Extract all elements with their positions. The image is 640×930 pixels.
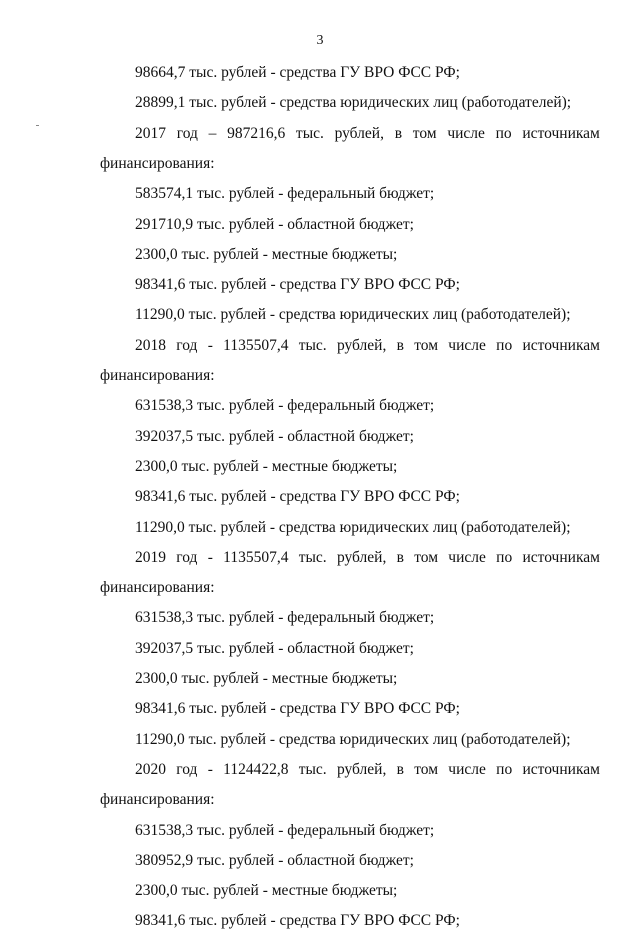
word: 2017 <box>135 124 166 142</box>
word: в <box>396 548 404 566</box>
budget-line: 11290,0 тыс. рублей - средства юридических лиц (работодателей); <box>135 730 571 748</box>
word: рублей, <box>336 336 387 354</box>
budget-line: 11290,0 тыс. рублей - средства юридических лиц (работодателей); <box>135 306 571 324</box>
word: рублей, <box>336 760 387 778</box>
word: 1124422,8 <box>223 760 289 778</box>
word: – <box>208 124 217 142</box>
page-number: 3 <box>316 33 324 48</box>
paragraph-continuation-line: финансирования: <box>100 791 215 809</box>
word: год <box>176 760 198 778</box>
word: в <box>394 124 403 142</box>
word: - <box>207 548 213 566</box>
budget-line: 583574,1 тыс. рублей - федеральный бюджет; <box>135 185 435 203</box>
word: том <box>414 548 439 566</box>
word: числе <box>448 760 486 778</box>
budget-line: 631538,3 тыс. рублей - федеральный бюджет; <box>135 397 435 415</box>
paragraph-continuation-line: финансирования: <box>100 154 215 172</box>
paragraph-lead-line <box>135 337 600 355</box>
budget-line: 2300,0 тыс. рублей - местные бюджеты; <box>135 457 398 475</box>
word: по <box>496 548 513 566</box>
budget-line: 2300,0 тыс. рублей - местные бюджеты; <box>135 245 398 263</box>
budget-line: 11290,0 тыс. рублей - средства юридических лиц (работодателей); <box>135 518 571 536</box>
budget-line: 2300,0 тыс. рублей - местные бюджеты; <box>135 882 398 900</box>
budget-line: 392037,5 тыс. рублей - областной бюджет; <box>135 427 414 445</box>
budget-line: 98664,7 тыс. рублей - средства ГУ ВРО ФСС РФ; <box>135 64 460 81</box>
paragraph-lead-line <box>135 549 600 567</box>
budget-line: 2300,0 тыс. рублей - местные бюджеты; <box>135 670 398 687</box>
word: 987216,6 <box>227 124 286 142</box>
word: 2020 <box>135 760 166 778</box>
word: 1135507,4 <box>223 548 289 566</box>
word: 1135507,4 <box>223 336 289 354</box>
word: числе <box>448 336 486 354</box>
word: источникам <box>522 760 600 778</box>
word: тыс. <box>298 336 327 354</box>
word: рублей, <box>334 124 384 142</box>
word: год <box>176 124 198 142</box>
word: по <box>496 760 513 778</box>
word: по <box>495 124 512 142</box>
word: числе <box>448 548 486 566</box>
budget-line: 380952,9 тыс. рублей - областной бюджет; <box>135 851 414 869</box>
budget-line: 98341,6 тыс. рублей - средства ГУ ВРО ФСС РФ; <box>135 488 460 506</box>
scan-edge-mark <box>36 125 39 126</box>
word: том <box>412 124 437 142</box>
word: том <box>414 336 439 354</box>
paragraph-lead-line <box>135 125 600 143</box>
word: тыс. <box>295 124 324 142</box>
word: по <box>496 336 513 354</box>
word: тыс. <box>298 548 327 566</box>
word: рублей, <box>336 548 387 566</box>
budget-line: 291710,9 тыс. рублей - областной бюджет; <box>135 215 414 233</box>
word: в <box>396 336 404 354</box>
budget-line: 28899,1 тыс. рублей - средства юридических лиц (работодателей); <box>135 94 572 112</box>
word: источникам <box>522 336 600 354</box>
word: год <box>176 548 198 566</box>
word: источникам <box>522 548 600 566</box>
word: в <box>396 760 404 778</box>
budget-line: 98341,6 тыс. рублей - средства ГУ ВРО ФСС РФ; <box>135 276 460 294</box>
paragraph-lead-line <box>135 761 600 779</box>
budget-line: 631538,3 тыс. рублей - федеральный бюджет; <box>135 609 435 627</box>
paragraph-continuation-line: финансирования: <box>100 367 215 384</box>
word: - <box>207 760 213 778</box>
budget-line: 98341,6 тыс. рублей - средства ГУ ВРО ФСС РФ; <box>135 912 460 930</box>
word: 2019 <box>135 548 166 566</box>
word: том <box>414 760 439 778</box>
budget-line: 392037,5 тыс. рублей - областной бюджет; <box>135 639 414 657</box>
budget-line: 631538,3 тыс. рублей - федеральный бюджет; <box>135 821 435 839</box>
word: тыс. <box>298 760 327 778</box>
word: числе <box>447 124 485 142</box>
paragraph-continuation-line: финансирования: <box>100 579 215 597</box>
word: источникам <box>522 124 600 142</box>
word: год <box>176 336 198 354</box>
word: - <box>207 336 213 354</box>
budget-line: 98341,6 тыс. рублей - средства ГУ ВРО ФСС РФ; <box>135 700 460 718</box>
word: 2018 <box>135 336 166 354</box>
